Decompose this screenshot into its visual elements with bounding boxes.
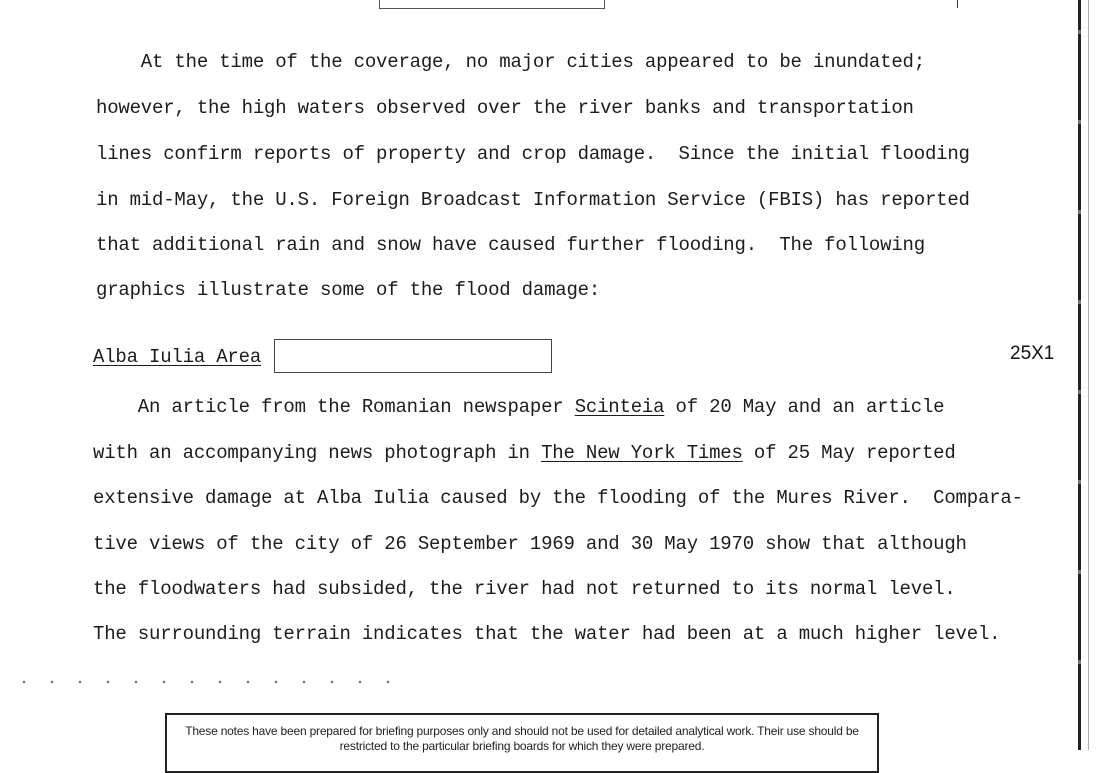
newspaper-title: Scinteia: [574, 396, 665, 418]
para2-line-2: [93, 441, 956, 465]
newspaper-title: The New York Times: [541, 442, 743, 464]
para1-line-3: lines confirm reports of property and crop damage. Since the initial flooding: [96, 143, 970, 165]
para1-line-4: in mid-May, the U.S. Foreign Broadcast Information Service (FBIS) has reported: [96, 189, 970, 211]
scan-artifacts: [10, 678, 400, 686]
para2-line-1: [93, 395, 944, 419]
section-heading: Alba Iulia Area: [93, 346, 262, 368]
para2-line-6: The surrounding terrain indicates that the water had been at a much higher level.: [93, 623, 1001, 645]
redaction-box: [274, 339, 552, 373]
para2-line-4: tive views of the city of 26 September 1969 and 30 May 1970 show that although: [93, 533, 967, 555]
para2-line-1-start: An article from the Romanian newspaper: [93, 396, 575, 418]
page-edge-shadow: [1088, 0, 1089, 750]
page-edge: [1078, 0, 1081, 750]
briefing-notice-text: These notes have been prepared for briefing purposes only and should not be used for detailed analytical work. Their use should be restricted to the particular briefing boards for which they were prepared.: [185, 724, 859, 753]
para2-line-2-start: with an accompanying news photograph in: [93, 442, 542, 464]
para1-line-5: that additional rain and snow have caused further flooding. The following: [96, 234, 925, 256]
margin-code: 25X1: [1010, 343, 1055, 364]
redaction-box-top: [379, 0, 605, 9]
para2-line-1-end: of 20 May and an article: [664, 396, 945, 418]
briefing-notice-box: [165, 713, 879, 773]
para1-line-2: however, the high waters observed over the river banks and transportation: [96, 97, 914, 119]
para1-line-1: At the time of the coverage, no major cities appeared to be inundated;: [96, 51, 925, 73]
para2-line-3: extensive damage at Alba Iulia caused by the flooding of the Mures River. Compara-: [93, 487, 1023, 509]
para2-line-2-end: of 25 May reported: [742, 442, 956, 464]
para2-line-5: the floodwaters had subsided, the river had not returned to its normal level.: [93, 578, 956, 600]
para1-line-6: graphics illustrate some of the flood damage:: [96, 279, 601, 301]
margin-mark: [957, 0, 958, 8]
